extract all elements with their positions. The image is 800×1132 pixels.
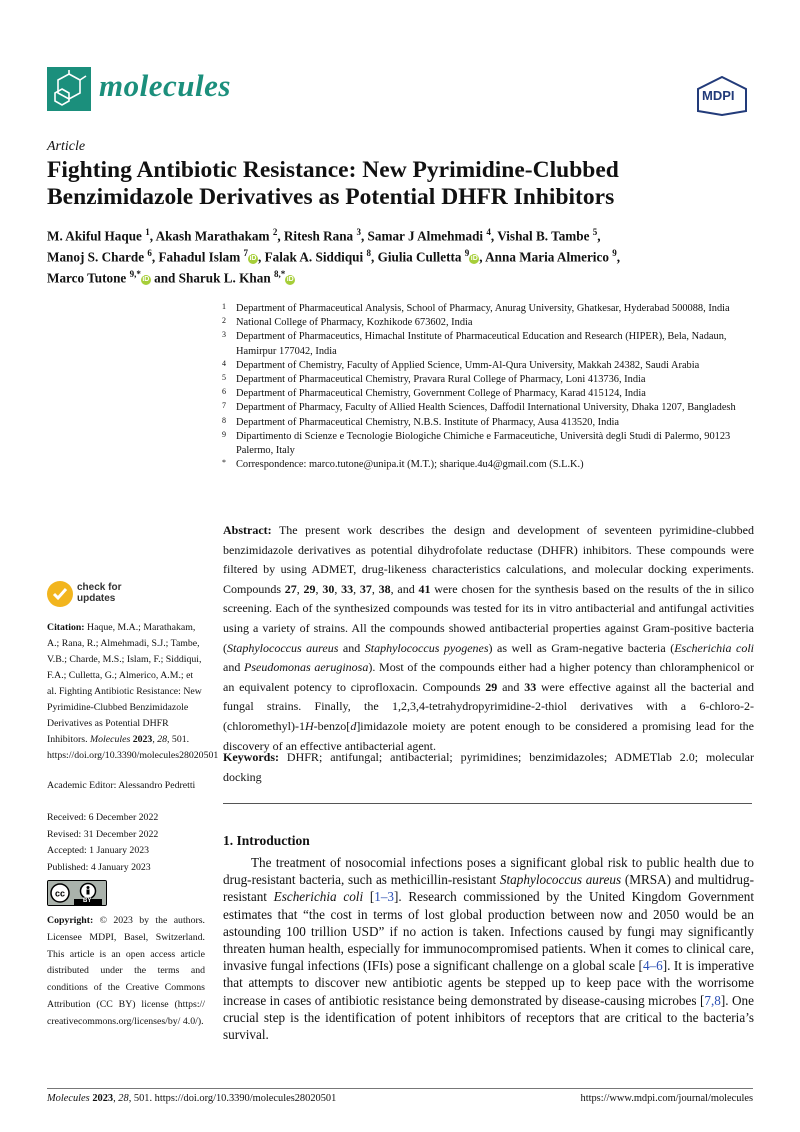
intro-text: The treatment of nosocomial infections poses a significant global risk to public health due to drug-resistant bacteria, such as methicillin-resistant: [223, 855, 754, 888]
copyright-text: © 2023 by the authors. Licensee MDPI, Basel, Switzerland. This article is an open access article distributed under the terms and conditions of the Creative Commons Attribution (CC BY) license (https:// creativecommons.org/licenses/by/ 4.0/).: [47, 915, 205, 1027]
abstract-text: -benzo[: [313, 718, 351, 733]
abstract-text: and: [338, 640, 365, 655]
compound-num: 33: [524, 679, 537, 694]
italic-d: d: [350, 718, 357, 733]
orcid-icon[interactable]: iD: [142, 276, 150, 284]
svg-text:cc: cc: [54, 888, 66, 899]
author-sup: 9,*: [129, 268, 141, 279]
affiliation-text: Department of Pharmaceutical Analysis, School of Pharmacy, Anurag University, Ghatkesar, Hyderabad 500088, India: [236, 303, 730, 314]
author: Sharuk L. Khan: [178, 270, 271, 286]
affiliation-text: Department of Pharmaceutical Chemistry, N.B.S. Institute of Pharmacy, Ausa 413520, India: [236, 416, 620, 428]
citation-journal: Molecules: [90, 734, 131, 745]
citation: Citation: Haque, M.A.; Marathakam, A.; Rana, R.; Almehmadi, S.J.; Tambe, V.B.; Charde, M.S.; Islam, F.; Siddiqui, F.A.; Culletta, G.; Almerico, A.M.; et al. Fighting Antibiotic Resistance: New Pyrimidine-Clubbed Benzimidazole Derivatives as Potential DHFR Inhibitors. Molecules 2023, 28, 501. https://doi.org/10.3390/molecules28020501: [47, 622, 219, 761]
check-updates-button[interactable]: [77, 582, 121, 604]
citation-text: Haque, M.A.; Marathakam, A.; Rana, R.; Almehmadi, S.J.; Tambe, V.B.; Charde, M.S.; Islam, F.; Siddiqui, F.A.; Culletta, G.; Almerico, A.M.; et al. Fighting Antibiotic Resistance: New Pyrimidine-Clubbed Benzimidazole Derivatives as Potential DHFR Inhibitors.: [47, 622, 202, 745]
affiliation-num: *: [222, 458, 226, 468]
author-sup: 1: [145, 227, 150, 237]
abstract-label: Abstract:: [223, 523, 272, 537]
affiliation: [223, 387, 758, 401]
orcid-icon[interactable]: iD: [470, 255, 478, 263]
title-line-2: Benzimidazole Derivatives as Potential DHFR Inhibitors: [47, 184, 615, 210]
intro-text: ]. It is imperative that attempts to discover new antibiotic agents be stepped up to keep pace with the worrisome increase in cases of antibiotic resistance being demonstrated by disease-causing microbes [: [223, 958, 754, 1008]
affiliation-text: Department of Pharmaceutical Chemistry, Government College of Pharmacy, Karad 415124, India: [236, 388, 646, 400]
section-heading: 1. Introduction: [223, 833, 310, 848]
footer-doi[interactable]: , 501. https://doi.org/10.3390/molecules28020501: [128, 1093, 337, 1104]
affiliation-text: Department of Pharmacy, Faculty of Allied Health Sciences, Daffodil International University, Dhaka 1207, Bangladesh: [236, 402, 736, 414]
intro-text: [: [363, 889, 375, 905]
author-sup: 2: [272, 227, 278, 237]
intro-text: ]. Research commissioned by the United Kingdom Government estimates that “the cost in terms of lost global production between now and 2050 would be an astounding 100 trillion USD” if no action is taken. Infections caused by fungi may significantly threaten human health, especially for immunocompromised patients. When it comes to clinical care, invasive fungal infections (IFIs) pose a significant challenge on a global scale [: [223, 889, 754, 974]
divider: [223, 803, 752, 804]
author-sup: 7: [243, 247, 248, 258]
title-line-1: Fighting Antibiotic Resistance: New Pyrimidine-Clubbed: [47, 157, 619, 183]
author-list: M. Akiful Haque $^1$, Akash Marathakam $^2$, Ritesh Rana $^3$, Samar J Almehmadi $^4$, Vishal B. Tambe $^5$, Manoj S. Charde $^6$, Fahadul Islam $^7$iD , Falak A. Siddiqui $^8$, Giulia Culletta $^9$iD , Anna Maria Almerico $^9$, Marco Tutone $^{9,*}$iD and Sharuk L. Khan $^{8,*}$iD: [47, 227, 621, 286]
species: Staphylococcus pyogenes: [364, 640, 489, 655]
academic-editor: Academic Editor: Alessandro Pedretti: [47, 780, 196, 791]
check-updates-icon[interactable]: [47, 581, 73, 607]
author-sup: 6: [147, 247, 152, 258]
author: Manoj S. Charde: [47, 249, 145, 265]
intro-text: (MRSA) and multidrug-resistant: [223, 872, 754, 905]
species: Staphylococcus aureus: [227, 640, 339, 655]
abstract-text: were chosen for the synthesis based on the results of the in silico screening. Each of the synthesized compounds was tested for its in vitro antibacterial and antifungal activities using a variety of strains. All the compounds showed antibacterial properties against Gram-positive bacteria (: [223, 581, 755, 655]
sep: ,: [315, 581, 323, 596]
footer-journal: Molecules: [47, 1093, 90, 1104]
citation-label: Citation:: [47, 622, 85, 633]
author-sup: 4: [486, 227, 491, 237]
species: Escherichia coli: [273, 889, 364, 905]
author-sup: 5: [592, 227, 598, 237]
footer-vol: 28: [118, 1093, 129, 1104]
affiliation: [223, 373, 758, 387]
affiliation-num: 4: [222, 358, 226, 368]
article-type: Article: [47, 139, 86, 154]
correspondence: [223, 458, 758, 472]
species: Escherichia coli: [674, 640, 755, 655]
author: Anna Maria Almerico: [485, 249, 609, 265]
affiliation: [223, 330, 758, 358]
affiliation: [223, 416, 758, 430]
correspondence-text[interactable]: Correspondence: marco.tutone@unipa.it (M.T.); sharique.4u4@gmail.com (S.L.K.): [236, 459, 584, 471]
compound-num: 27: [284, 581, 297, 596]
author: Giulia Culletta: [377, 249, 462, 265]
italic-h: H: [304, 718, 314, 733]
footer-year: 2023: [92, 1093, 114, 1104]
abstract-text: and: [223, 660, 245, 675]
orcid-icon[interactable]: iD: [249, 255, 257, 263]
affiliation-text: Department of Pharmaceutical Chemistry, Pravara Rural College of Pharmacy, Loni 413736, India: [236, 374, 646, 386]
author: Ritesh Rana: [283, 228, 354, 244]
affiliation-text: Department of Chemistry, Faculty of Applied Science, Umm-Al-Qura University, Makkah 24382, Saudi Arabia: [236, 359, 700, 371]
affiliation: [223, 401, 758, 415]
check-updates-line: updates: [77, 593, 116, 604]
keywords-label: Keywords:: [223, 750, 279, 764]
affiliation: [223, 430, 758, 458]
abstract-text: and: [497, 679, 525, 694]
compound-num: 30: [322, 581, 335, 596]
citation-vol: 28: [157, 734, 168, 745]
intro-text: ]. One crucial step is the identification of potent inhibitors of receptors that are critical to the bacteria’s survival.: [223, 992, 754, 1043]
author: Marco Tutone: [47, 270, 127, 286]
copyright: [47, 913, 205, 1031]
affiliation: [223, 302, 758, 316]
affiliation: [223, 359, 758, 373]
affiliation: [223, 316, 758, 330]
affiliation-num: 8: [222, 415, 226, 425]
compound-num: 29: [303, 581, 316, 596]
affiliation-num: 6: [222, 387, 226, 397]
revised-date: Revised: 31 December 2022: [47, 828, 159, 840]
author: Samar J Almehmadi: [367, 228, 484, 244]
author: Falak A. Siddiqui: [264, 249, 364, 265]
author-sup: 9: [612, 247, 617, 258]
sep: , and: [390, 581, 419, 596]
keywords: [223, 748, 754, 787]
abstract-text: ) as well as Gram-negative bacteria (: [488, 640, 675, 655]
affiliation-text: Dipartimento di Scienze e Tecnologie Biologiche Chimiche e Farmaceutiche, Università degli Studi di Palermo, 90123 Palermo, Italy: [236, 430, 731, 457]
received-date: Received: 6 December 2022: [47, 812, 159, 823]
affiliations: [223, 302, 758, 472]
species: Pseudomonas aeruginosa: [244, 660, 369, 675]
author-and: and: [154, 270, 176, 286]
abstract-text: were effective against all the bacterial and fungal strains. Finally, the 1,2,3,4-tetrahydropyrimidine-2-thiol derivatives with a 6-chloro-2-(chloromethyl)-1: [223, 679, 754, 733]
keywords-text: DHFR; antifungal; antibacterial; pyrimidines; benzimidazoles; ADMETlab 2.0; molecular docking: [223, 750, 754, 784]
sep: ,: [353, 581, 360, 596]
cc-by-license-icon[interactable]: [47, 880, 107, 906]
affiliation-num: 3: [222, 330, 226, 340]
published-date: Published: 4 January 2023: [47, 861, 151, 873]
sep: ,: [334, 581, 342, 596]
author: M. Akiful Haque: [47, 228, 142, 244]
dates: [47, 810, 205, 876]
copyright-label: Copyright:: [47, 915, 94, 926]
reference-link[interactable]: 4–6: [642, 958, 663, 974]
mdpi-logo-text: MDPI: [702, 88, 735, 103]
intro-paragraph: [223, 854, 754, 1043]
compound-num: 41: [418, 581, 431, 596]
cc-by-text: BY: [83, 898, 92, 904]
abstract: [223, 521, 754, 756]
footer-citation: Molecules 2023, 28, 501. https://doi.org/10.3390/molecules28020501: [47, 1093, 337, 1104]
journal-name: molecules: [99, 68, 231, 103]
affiliation-num: 5: [222, 373, 226, 383]
citation-year: 2023: [132, 734, 153, 745]
author-sup: 9: [464, 247, 470, 258]
author: Akash Marathakam: [155, 228, 270, 244]
affiliation-text: National College of Pharmacy, Kozhikode 673602, India: [236, 317, 473, 329]
orcid-icon[interactable]: iD: [286, 276, 294, 284]
affiliation-text: Department of Pharmaceutics, Himachal Institute of Pharmaceutical Education and Research (HIPER), Bela, Nadaun, Hamirpur 177042, India: [236, 331, 727, 357]
abstract-text: ). Most of the compounds either had a higher potency than chloramphenicol or an equivalent potency to ciprofloxacin. Compounds: [223, 660, 755, 694]
affiliation-num: 2: [222, 316, 226, 326]
compound-num: 33: [341, 581, 354, 596]
affiliation-num: 1: [222, 302, 226, 311]
abstract-text: The present work describes the design and development of seventeen pyrimidine-clubbed benzimidazole derivatives as potential dihydrofolate reductase (DHFR) inhibitors. These compounds were filtered by using ADMET, drug-likeness characteristics calculations, and molecular docking experiments. Compounds: [223, 523, 754, 596]
footer-divider: [47, 1088, 753, 1089]
accepted-date: Accepted: 1 January 2023: [47, 845, 150, 856]
species: Staphylococcus aureus: [499, 872, 622, 888]
author: Fahadul Islam: [158, 249, 241, 265]
author-sup: 8: [366, 247, 371, 258]
reference-link[interactable]: 1–3: [374, 889, 394, 905]
page-title: [47, 157, 767, 211]
author: Vishal B. Tambe: [497, 228, 590, 244]
affiliation-num: 7: [222, 401, 226, 411]
sep: ,: [296, 581, 304, 596]
citation-doi[interactable]: , 501. https://doi.org/10.3390/molecules28020501: [47, 734, 219, 761]
author-sup: 3: [356, 227, 361, 237]
check-updates-line: check for: [77, 582, 122, 593]
sep: ,: [371, 581, 379, 596]
author-sup: 8,*: [273, 268, 286, 279]
compound-num: 37: [359, 581, 372, 596]
affiliation-num: 9: [222, 429, 226, 439]
compound-num: 38: [378, 581, 391, 596]
mdpi-logo: [694, 76, 750, 116]
journal-logo-icon: [47, 67, 91, 111]
compound-num: 29: [485, 679, 498, 694]
reference-link[interactable]: 7,8: [704, 992, 721, 1008]
abstract-text: ]imidazole moiety are potent enough to be considered a promising lead for the discovery of an effective antibacterial agent.: [223, 718, 754, 753]
footer-url[interactable]: https://www.mdpi.com/journal/molecules: [580, 1093, 753, 1104]
